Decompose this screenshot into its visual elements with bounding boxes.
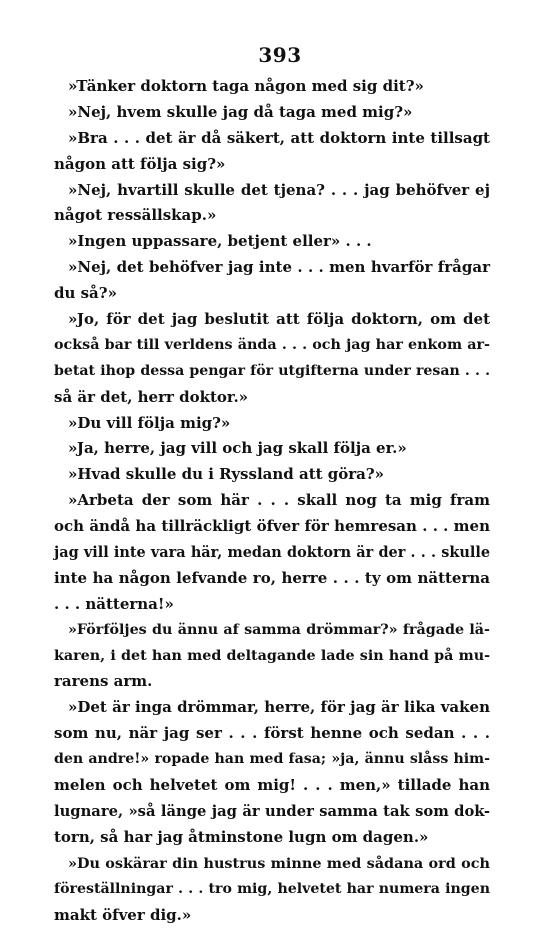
text-line: och ändå ha tillräckligt öfver för hemresan . . . men (54, 514, 490, 540)
text-line: makt öfver dig.» (54, 903, 490, 928)
text-line: betat ihop dessa pengar för utgifterna under resan . . . (54, 359, 490, 385)
text-line: »Ja, herre, jag vill och jag skall följa er.» (54, 436, 490, 462)
text-line: någon att följa sig?» (54, 152, 490, 178)
text-line: också bar till verldens ända . . . och jag har enkom ar- (54, 333, 490, 359)
text-line: jag vill inte vara här, medan doktorn är der . . . skulle (54, 540, 490, 566)
text-line: »Hvad skulle du i Ryssland att göra?» (54, 462, 490, 488)
text-line: föreställningar . . . tro mig, helvetet har numera ingen (54, 877, 490, 903)
text-line: »Förföljes du ännu af samma drömmar?» frågade lä- (54, 618, 490, 644)
text-line: . . . nätterna!» (54, 592, 490, 618)
text-line: »Det är inga drömmar, herre, för jag är lika vaken (54, 695, 490, 721)
text-line: så är det, herr doktor.» (54, 385, 490, 411)
text-line: »Jo, för det jag beslutit att följa doktorn, om det (54, 307, 490, 333)
text-line: »Bra . . . det är då säkert, att doktorn inte tillsagt (54, 126, 490, 152)
text-line: »Ingen uppassare, betjent eller» . . . (54, 229, 490, 255)
text-line: melen och helvetet om mig! . . . men,» tillade han (54, 773, 490, 799)
text-line: du så?» (54, 281, 490, 307)
text-line: karen, i det han med deltagande lade sin hand på mu- (54, 644, 490, 670)
text-line: »Du vill följa mig?» (54, 411, 490, 437)
text-line: »Tänker doktorn taga någon med sig dit?» (54, 74, 490, 100)
text-line: »Nej, det behöfver jag inte . . . men hvarför frågar (54, 255, 490, 281)
text-line: torn, så har jag åtminstone lugn om dagen.» (54, 825, 490, 851)
text-line: inte ha någon lefvande ro, herre . . . ty om nätterna (54, 566, 490, 592)
text-line: »Du oskärar din hustrus minne med sådana ord och (54, 851, 490, 877)
page-number: 393 (0, 43, 560, 67)
text-line: den andre!» ropade han med fasa; »ja, ännu slåss him- (54, 747, 490, 773)
text-line: »Nej, hvem skulle jag då taga med mig?» (54, 100, 490, 126)
body-text (54, 74, 490, 928)
text-line: lugnare, »så länge jag är under samma tak som dok- (54, 799, 490, 825)
text-line: som nu, när jag ser . . . först henne och sedan . . . (54, 721, 490, 747)
text-line: »Arbeta der som här . . . skall nog ta mig fram (54, 488, 490, 514)
text-line: något ressällskap.» (54, 203, 490, 229)
text-line: rarens arm. (54, 669, 490, 695)
text-line: »Nej, hvartill skulle det tjena? . . . jag behöfver ej (54, 178, 490, 204)
